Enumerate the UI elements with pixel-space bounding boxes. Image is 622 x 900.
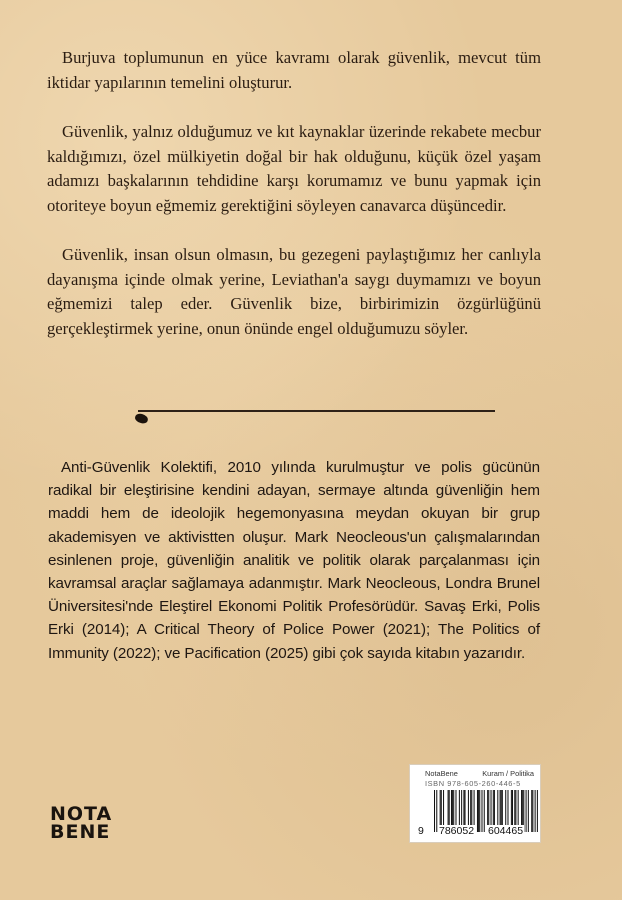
barcode-bar — [479, 790, 480, 832]
barcode-bar — [531, 790, 532, 832]
barcode-category: Kuram / Politika — [482, 769, 534, 778]
blurb-paragraph-1: Burjuva toplumunun en yüce kavramı olarak güvenlik, mevcut tüm iktidar yapılarının temelini oluşturur. — [47, 48, 541, 92]
author-bio — [48, 456, 540, 665]
logo-line-2: BENE — [50, 821, 111, 843]
barcode-bar — [481, 790, 482, 832]
isbn-barcode — [409, 764, 541, 843]
section-divider — [138, 410, 495, 412]
barcode-bar — [484, 790, 485, 832]
barcode-bar — [526, 790, 527, 832]
barcode-digit-first: 9 — [418, 825, 424, 837]
barcode-bar — [535, 790, 536, 832]
blurb-paragraph-2: Güvenlik, yalnız olduğumuz ve kıt kaynaklar üzerinde rekabete mecbur kaldığımızı, özel mülkiyetin doğal bir hak olduğunu, küçük özel yaşam adamızı başkalarının tehdidine karşı korumamız ve bunu yapmak için otoriteye boyun eğmemiz gerektiğini söyleyen canavarca düşüncedir. — [47, 122, 541, 215]
barcode-bar — [532, 790, 533, 832]
barcode-bar — [477, 790, 478, 832]
logo-line-1: NOTA — [50, 803, 113, 825]
barcode-digits-group-1: 786052 — [439, 825, 475, 837]
blurb-paragraph-3: Güvenlik, insan olsun olmasın, bu gezegeni paylaştığımız her canlıyla dayanışma içinde olmak yerine, Leviathan'a saygı duymamızı ve boyun eğmemizi talep eder. Güvenlik bize, birbirimizin özgürlüğünü gerçekleştirmek yerine, onun önünde engel olduğumuzu söyler. — [47, 245, 541, 338]
barcode-publisher: NotaBene — [425, 769, 458, 778]
ink-blot-decoration — [134, 412, 149, 424]
isbn-label: ISBN 978-605-260-446-5 — [425, 779, 521, 788]
barcode-bar — [528, 790, 529, 832]
author-bio-text: Anti-Güvenlik Kolektifi, 2010 yılında kurulmuştur ve polis gücünün radikal bir eleştirisine kendini adayan, sermaye altında güvenliğin hem maddi hem de ideolojik hegemonyasına meydan okuyan bir grup akademisyen ve aktivistten oluşur. Mark Neocleous'un çalışmalarından esinlenen proje, güvenliğin analitik ve politik olarak parçalanması için kavramsal araçlar sağlamaya adanmıştır. Mark Neocleous, Londra Brunel Üniversitesi'nde Eleştirel Ekonomi Politik Profesörüdür. Savaş Erki, Polis Erki (2014); A Critical Theory of Police Power (2021); The Politics of Immunity (2022); ve Pacification (2025) gibi çok sayıda kitabın yazarıdır. — [48, 459, 540, 662]
barcode-digits-group-2: 604465 — [488, 825, 524, 837]
publisher-logo — [50, 805, 112, 841]
barcode-bar — [537, 790, 538, 832]
blurb — [47, 46, 541, 366]
barcode-bar — [478, 790, 479, 832]
barcode-bar — [434, 790, 435, 832]
